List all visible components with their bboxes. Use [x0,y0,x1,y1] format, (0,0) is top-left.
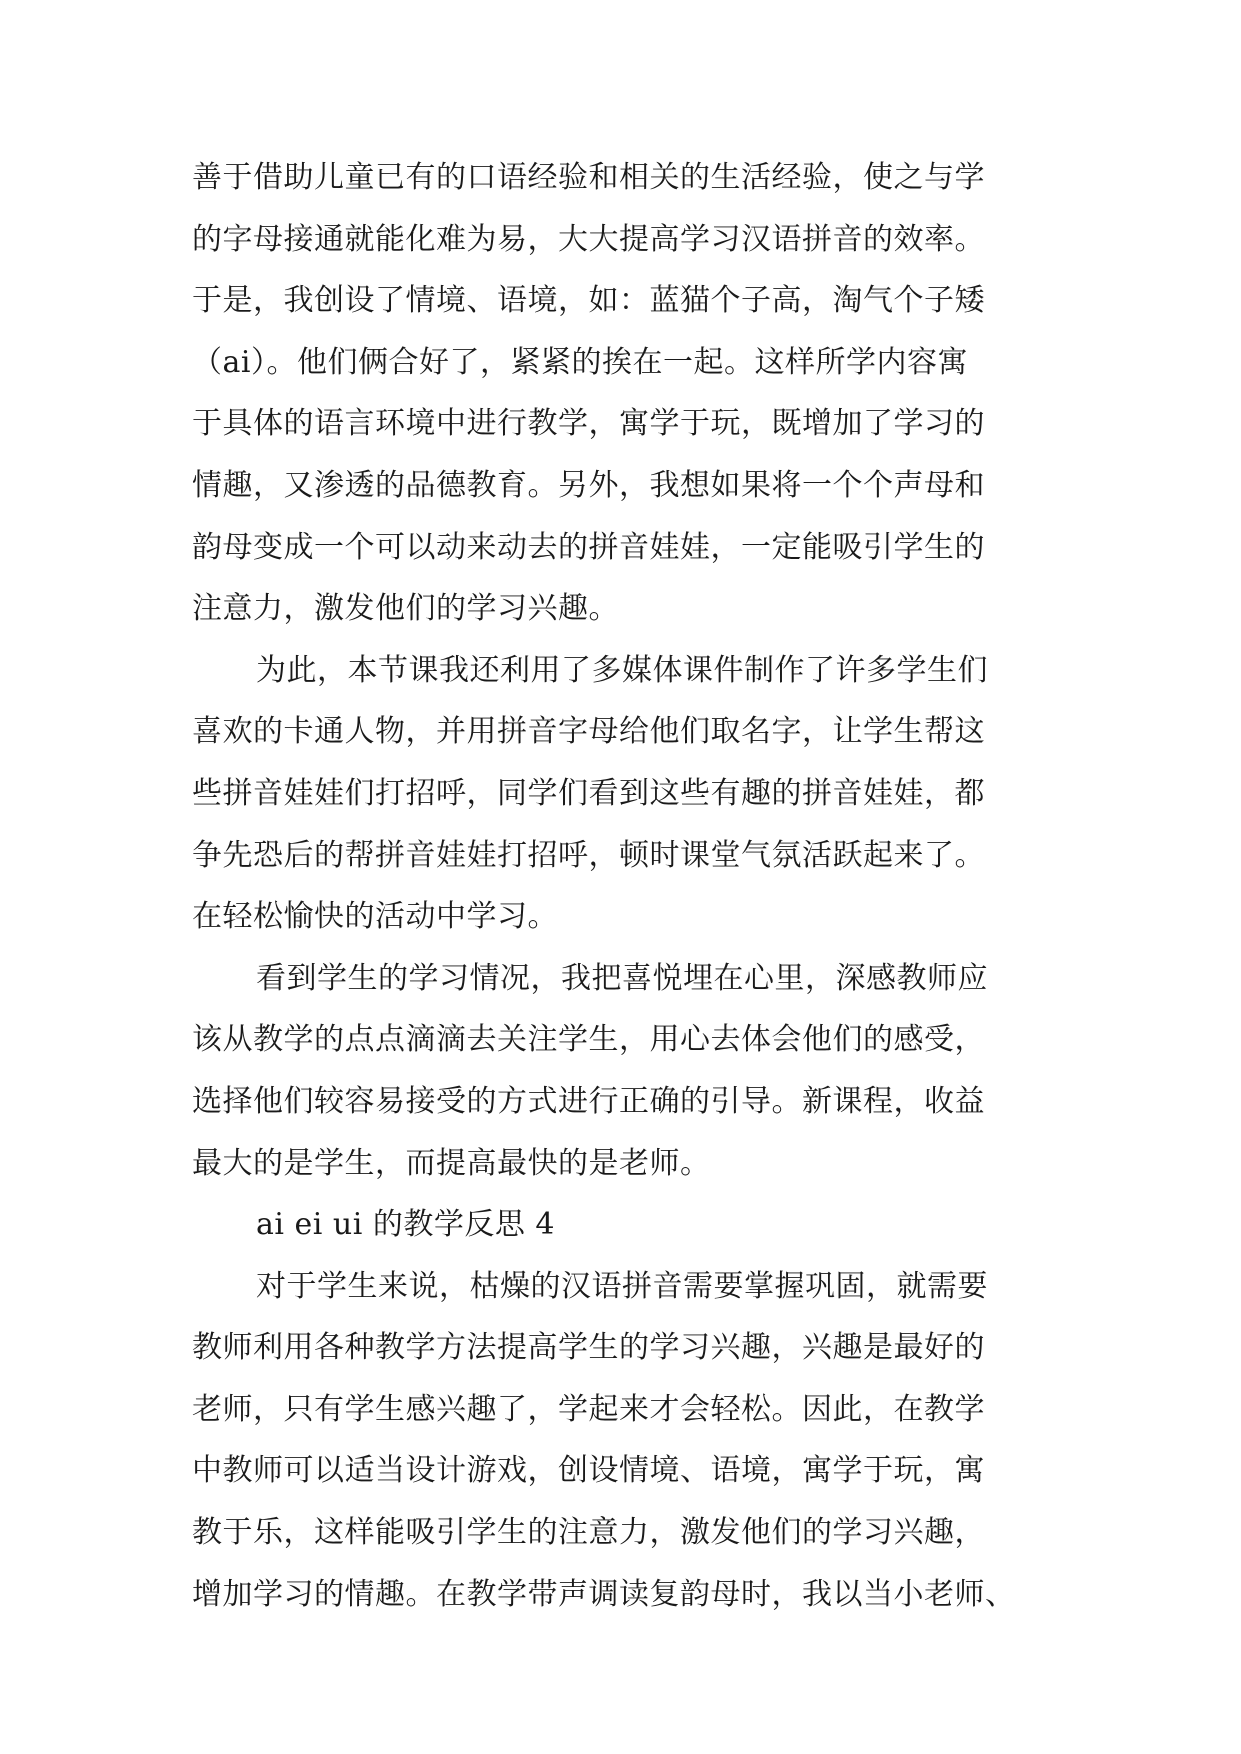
text-line: （ai）。他们俩合好了，紧紧的挨在一起。这样所学内容寓 [192,344,968,380]
text-line: 些拼音娃娃们打招呼，同学们看到这些有趣的拼音娃娃，都 [192,775,985,811]
text-line: 老师，只有学生感兴趣了，学起来才会轻松。因此，在教学 [192,1391,985,1427]
text-line: 注意力，激发他们的学习兴趣。 [192,591,619,627]
text-line: 争先恐后的帮拼音娃娃打招呼，顿时课堂气氛活跃起来了。 [192,837,985,873]
text-line: 于具体的语言环境中进行教学，寓学于玩，既增加了学习的 [192,406,985,442]
text-line: 的字母接通就能化难为易，大大提高学习汉语拼音的效率。 [192,221,985,257]
text-line: 情趣，又渗透的品德教育。另外，我想如果将一个个声母和 [192,467,985,503]
text-line: 教于乐，这样能吸引学生的注意力，激发他们的学习兴趣， [192,1515,985,1551]
paragraph-first-line: 为此，本节课我还利用了多媒体课件制作了许多学生们 [256,652,988,688]
text-line: 选择他们较容易接受的方式进行正确的引导。新课程，收益 [192,1083,985,1119]
text-line: 最大的是学生，而提高最快的是老师。 [192,1145,711,1181]
paragraph-first-line: 对于学生来说，枯燥的汉语拼音需要掌握巩固，就需要 [256,1268,988,1304]
text-line: 在轻松愉快的活动中学习。 [192,899,558,935]
text-line: 中教师可以适当设计游戏，创设情境、语境，寓学于玩，寓 [192,1453,985,1489]
text-line: 于是，我创设了情境、语境，如：蓝猫个子高，淘气个子矮 [192,283,985,319]
section-heading: ai ei ui 的教学反思 4 [256,1207,555,1243]
text-line: 该从教学的点点滴滴去关注学生，用心去体会他们的感受， [192,1022,985,1058]
text-line: 喜欢的卡通人物，并用拼音字母给他们取名字，让学生帮这 [192,714,985,750]
text-line: 增加学习的情趣。在教学带声调读复韵母时，我以当小老师、 [192,1576,1016,1612]
body-text [192,158,1072,1636]
text-line: 教师利用各种教学方法提高学生的学习兴趣，兴趣是最好的 [192,1330,985,1366]
paragraph-first-line: 看到学生的学习情况，我把喜悦埋在心里，深感教师应 [256,960,988,996]
text-line: 韵母变成一个可以动来动去的拼音娃娃，一定能吸引学生的 [192,529,985,565]
text-line: 善于借助儿童已有的口语经验和相关的生活经验，使之与学 [192,160,985,195]
